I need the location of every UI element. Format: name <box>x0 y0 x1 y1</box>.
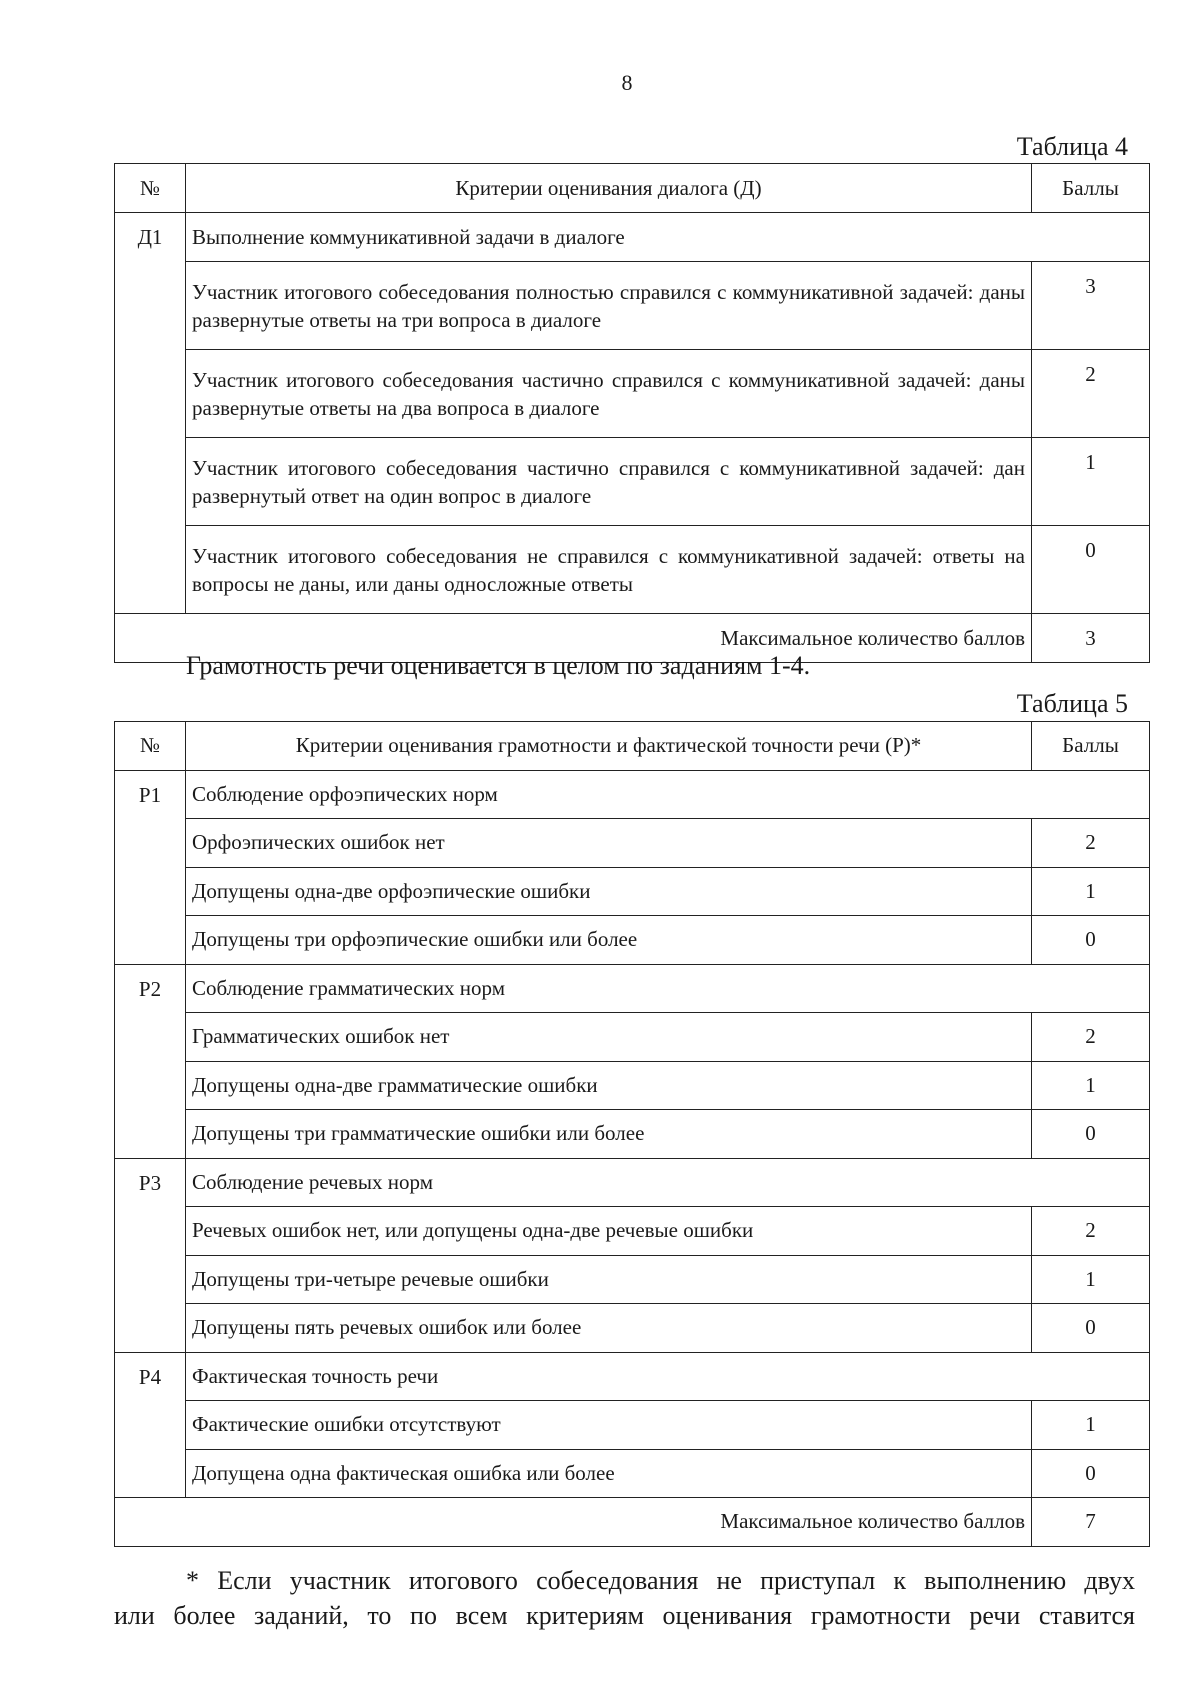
max-score-value: 7 <box>1032 1498 1150 1547</box>
header-num: № <box>115 164 186 213</box>
table5-group-row <box>115 770 1150 819</box>
table5-max-row <box>115 1498 1150 1547</box>
criterion-score: 1 <box>1032 1401 1150 1450</box>
criterion-score: 0 <box>1032 1110 1150 1159</box>
table-row <box>115 867 1150 916</box>
table5 <box>114 721 1150 1547</box>
table-row <box>115 1449 1150 1498</box>
table-row <box>115 526 1150 614</box>
criterion-description: Допущены три орфоэпические ошибки или более <box>186 916 1032 965</box>
table5-caption: Таблица 5 <box>1016 689 1128 718</box>
criterion-description: Участник итогового собеседования частично справился с коммуникативной задачей: даны развернутые ответы на два вопроса в диалоге <box>186 350 1032 438</box>
footnote-line-2: или более заданий, то по всем критериям оценивания грамотности речи ставится <box>114 1601 1135 1630</box>
criterion-score: 0 <box>1032 916 1150 965</box>
footnote-line-1: * Если участник итогового собеседования не приступал к выполнению двух <box>186 1566 1135 1595</box>
criterion-description: Фактические ошибки отсутствуют <box>186 1401 1032 1450</box>
criterion-title: Фактическая точность речи <box>186 1352 1150 1401</box>
criterion-score: 2 <box>1032 819 1150 868</box>
table5-group-row <box>115 964 1150 1013</box>
criterion-description: Допущены одна-две грамматические ошибки <box>186 1061 1032 1110</box>
criterion-code: Р1 <box>115 770 186 964</box>
page-number: 8 <box>621 70 633 95</box>
criterion-score: 2 <box>1032 350 1150 438</box>
table-row <box>115 1401 1150 1450</box>
criterion-score: 2 <box>1032 1207 1150 1256</box>
criterion-title: Соблюдение речевых норм <box>186 1158 1150 1207</box>
criterion-description: Допущены три грамматические ошибки или более <box>186 1110 1032 1159</box>
table-row <box>115 916 1150 965</box>
table4-caption: Таблица 4 <box>1016 132 1128 161</box>
criterion-description: Речевых ошибок нет, или допущены одна-две речевые ошибки <box>186 1207 1032 1256</box>
criterion-code: Д1 <box>115 213 186 614</box>
criterion-score: 0 <box>1032 1449 1150 1498</box>
table-row <box>115 1255 1150 1304</box>
criterion-score: 1 <box>1032 1061 1150 1110</box>
criterion-code: Р4 <box>115 1352 186 1498</box>
criterion-description: Участник итогового собеседования не справился с коммуникативной задачей: ответы на вопросы не даны, или даны односложные ответы <box>186 526 1032 614</box>
header-score: Баллы <box>1032 722 1150 771</box>
table-row <box>115 262 1150 350</box>
header-num: № <box>115 722 186 771</box>
criterion-description: Орфоэпических ошибок нет <box>186 819 1032 868</box>
header-criteria: Критерии оценивания диалога (Д) <box>186 164 1032 213</box>
criterion-score: 1 <box>1032 1255 1150 1304</box>
criterion-description: Участник итогового собеседования полностью справился с коммуникативной задачей: даны развернутые ответы на три вопроса в диалоге <box>186 262 1032 350</box>
header-score: Баллы <box>1032 164 1150 213</box>
paragraph: Грамотность речи оценивается в целом по заданиям 1-4. <box>186 651 811 680</box>
table4 <box>114 163 1150 663</box>
criterion-title: Выполнение коммуникативной задачи в диалоге <box>186 213 1150 262</box>
table-row <box>115 819 1150 868</box>
table5-header-row <box>115 722 1150 771</box>
table-row <box>115 1013 1150 1062</box>
criterion-score: 3 <box>1032 262 1150 350</box>
table5-group-row <box>115 1352 1150 1401</box>
max-score-value: 3 <box>1032 614 1150 663</box>
criterion-description: Допущена одна фактическая ошибка или более <box>186 1449 1032 1498</box>
table-row <box>115 1304 1150 1353</box>
criterion-description: Участник итогового собеседования частично справился с коммуникативной задачей: дан развернутый ответ на один вопрос в диалоге <box>186 438 1032 526</box>
criterion-score: 0 <box>1032 1304 1150 1353</box>
criterion-description: Допущены одна-две орфоэпические ошибки <box>186 867 1032 916</box>
criterion-description: Допущены три-четыре речевые ошибки <box>186 1255 1032 1304</box>
criterion-description: Грамматических ошибок нет <box>186 1013 1032 1062</box>
criterion-description: Допущены пять речевых ошибок или более <box>186 1304 1032 1353</box>
criterion-score: 1 <box>1032 438 1150 526</box>
criterion-score: 2 <box>1032 1013 1150 1062</box>
table-row <box>115 1110 1150 1159</box>
table-row <box>115 350 1150 438</box>
table4-group-row <box>115 213 1150 262</box>
table-row <box>115 438 1150 526</box>
table4-header-row <box>115 164 1150 213</box>
criterion-score: 1 <box>1032 867 1150 916</box>
header-criteria: Критерии оценивания грамотности и фактической точности речи (Р)* <box>186 722 1032 771</box>
criterion-score: 0 <box>1032 526 1150 614</box>
max-score-label: Максимальное количество баллов <box>115 614 1032 663</box>
max-score-label: Максимальное количество баллов <box>115 1498 1032 1547</box>
criterion-code: Р3 <box>115 1158 186 1352</box>
criterion-code: Р2 <box>115 964 186 1158</box>
criterion-title: Соблюдение орфоэпических норм <box>186 770 1150 819</box>
table-row <box>115 1061 1150 1110</box>
table5-group-row <box>115 1158 1150 1207</box>
criterion-title: Соблюдение грамматических норм <box>186 964 1150 1013</box>
table-row <box>115 1207 1150 1256</box>
footnote <box>114 1563 1135 1633</box>
